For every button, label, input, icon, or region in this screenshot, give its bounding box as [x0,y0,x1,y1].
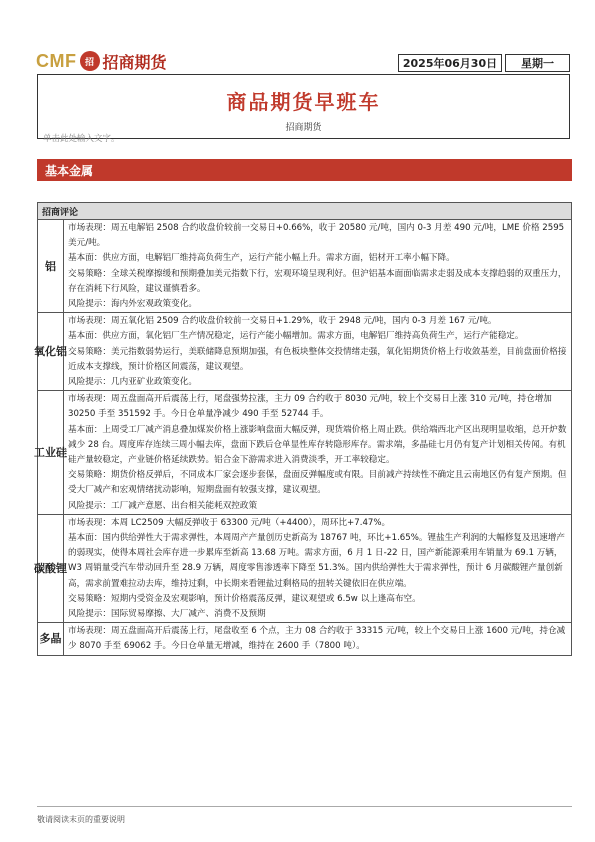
company-logo [36,50,167,72]
fundamentals-line: 基本面：供应方面，电解铝厂维持高负荷生产，运行产能小幅上升。需求方面，铝材开工率小幅下降。 [68,253,455,264]
logo-company-name: 招商期货 [102,52,167,72]
footer-divider [37,806,572,807]
report-date: 2025年06月30日 [398,54,502,72]
market-line: 市场表现：本周 LC2509 大幅反弹收于 63300 元/吨（+4400），周环比+7.47%。 [68,517,391,528]
row-label: 碳 酸 锂 [38,515,64,622]
risk-line: 风险提示：海内外宏观政策变化。 [68,299,197,310]
row-label: 多 晶 [38,623,64,654]
row-content [64,623,571,654]
table-header [38,203,571,220]
row-content [64,515,571,622]
report-weekday: 星期一 [505,54,570,72]
risk-line: 风险提示：几内亚矿业政策变化。 [68,377,197,388]
market-line: 市场表现：周五盘面高开后震荡上行，尾盘强势拉涨，主力 09 合约收于 8030 元/吨，较上个交易日上涨 310 元/吨，持仓增加 30250 手至 351592 手。今日仓单量净减少 490 手至 52744 手。 [68,394,552,420]
row-content [64,313,571,390]
text-placeholder[interactable]: 单击此处输入文字。 [43,134,120,144]
table-row-aluminum [38,220,571,313]
page-subtitle: 招商期货 [285,123,322,133]
table-row-polysilicon [38,623,571,654]
strategy-line: 交易策略：全球关税摩擦缓和预期叠加美元指数下行，宏观环境呈现利好。但沪铝基本面面临需求走弱及成本支撑趋弱的双重压力，存在消耗下行风险，建议谨慎看多。 [68,268,567,294]
row-content [64,220,571,312]
section-header [37,159,572,181]
footer-note: 敬请阅读末页的重要说明 [37,815,125,824]
fundamentals-line: 基本面：国内供给弹性大于需求弹性，本周周产产量创历史新高为 18767 吨，环比+1.65%。锂盐生产利润的大幅修复及迅速增产的弱现实，使得本周社会库存进一步累库至新高 13.68 万吨。需求方面，6 月 1 日-22 日，国产新能源乘用车销量为 69.1 万辆，W3 周销量受汽车带动回升至 28.9 万辆，周度零售渗透率下降至 51.3%。国内供给弹性大于需求弹性，预计 6 月碳酸锂产量创新高，需求前置难拉动去库，维持过剩，中长期来看锂盐过剩格局的扭转关键依旧在供应端。 [68,533,565,589]
page-title: 商品期货早班车 [226,90,381,114]
logo-badge-icon: 招 [80,51,100,71]
market-line: 市场表现：周五盘面高开后震荡上行，尾盘收至 6 个点，主力 08 合约收于 33315 元/吨，较上个交易日上涨 1600 元/吨，持仓减少 8070 手至 69062 手。今日仓单量无增减，维持在 2600 手（7800 吨）。 [68,626,566,652]
row-label: 铝 [38,220,64,312]
risk-line: 风险提示：国际贸易摩擦、大厂减产、消费不及预期 [68,609,266,620]
logo-cmf-text: CMF [36,50,77,71]
strategy-line: 交易策略：美元指数弱势运行，美联储降息预期加强，有色板块整体交投情绪走强，氧化铝期货价格上行收敛基差，目前盘面价格接近成本支撑线，预计价格区间震荡，建议观望。 [68,346,567,372]
section-title: 基本金属 [45,163,94,178]
row-label: 氧 化 铝 [38,313,64,390]
risk-line: 风险提示：工厂减产意愿、出台相关能耗双控政策 [68,500,258,511]
strategy-line: 交易策略：短期内受资金及宏观影响，预计价格震荡反弹，建议观望或 6.5w 以上逢高布空。 [68,593,421,604]
commentary-table [34,202,572,656]
row-content [64,391,571,514]
fundamentals-line: 基本面：供应方面，氧化铝厂生产情况稳定，运行产能小幅增加。需求方面，电解铝厂维持高负荷生产，运行产能稳定。 [68,331,524,342]
row-label: 工 业 硅 [38,391,64,514]
market-line: 市场表现：周五电解铝 2508 合约收盘价较前一交易日+0.66%，收于 20580 元/吨，国内 0-3 月差 490 元/吨，LME 价格 2595 美元/吨。 [68,223,565,249]
table-row-lithium-carbonate [34,515,571,623]
table-row-alumina [34,313,571,391]
strategy-line: 交易策略：期货价格反弹后，不同成本厂家会逐步套保，盘面反弹幅度或有限。目前减产持续性不确定且云南地区仍有复产预期。但受大厂减产和宏观情绪扰动影响，短期盘面有较强支撑，建议观望。 [68,470,567,496]
table-row-industrial-silicon [34,391,571,515]
fundamentals-line: 基本面：上周受工厂减产消息叠加煤炭价格上涨影响盘面大幅反弹，现货端价格上周止跌。供给端西北产区出现明显收缩，总开炉数减少 28 台。周度库存连续三周小幅去库，盘面下跌后仓单显性库存转隐形库存。需求端，多晶硅七月仍有复产计划相关传闻。有机硅产量较稳定，产业链价格延续跌势。铝合金下游需求进入消费淡季，开工率较稳定。 [68,424,567,466]
market-line: 市场表现：周五氧化铝 2509 合约收盘价较前一交易日+1.29%，收于 2948 元/吨，国内 0-3 月差 167 元/吨。 [68,316,497,327]
table-header-label: 招商评论 [42,207,79,218]
